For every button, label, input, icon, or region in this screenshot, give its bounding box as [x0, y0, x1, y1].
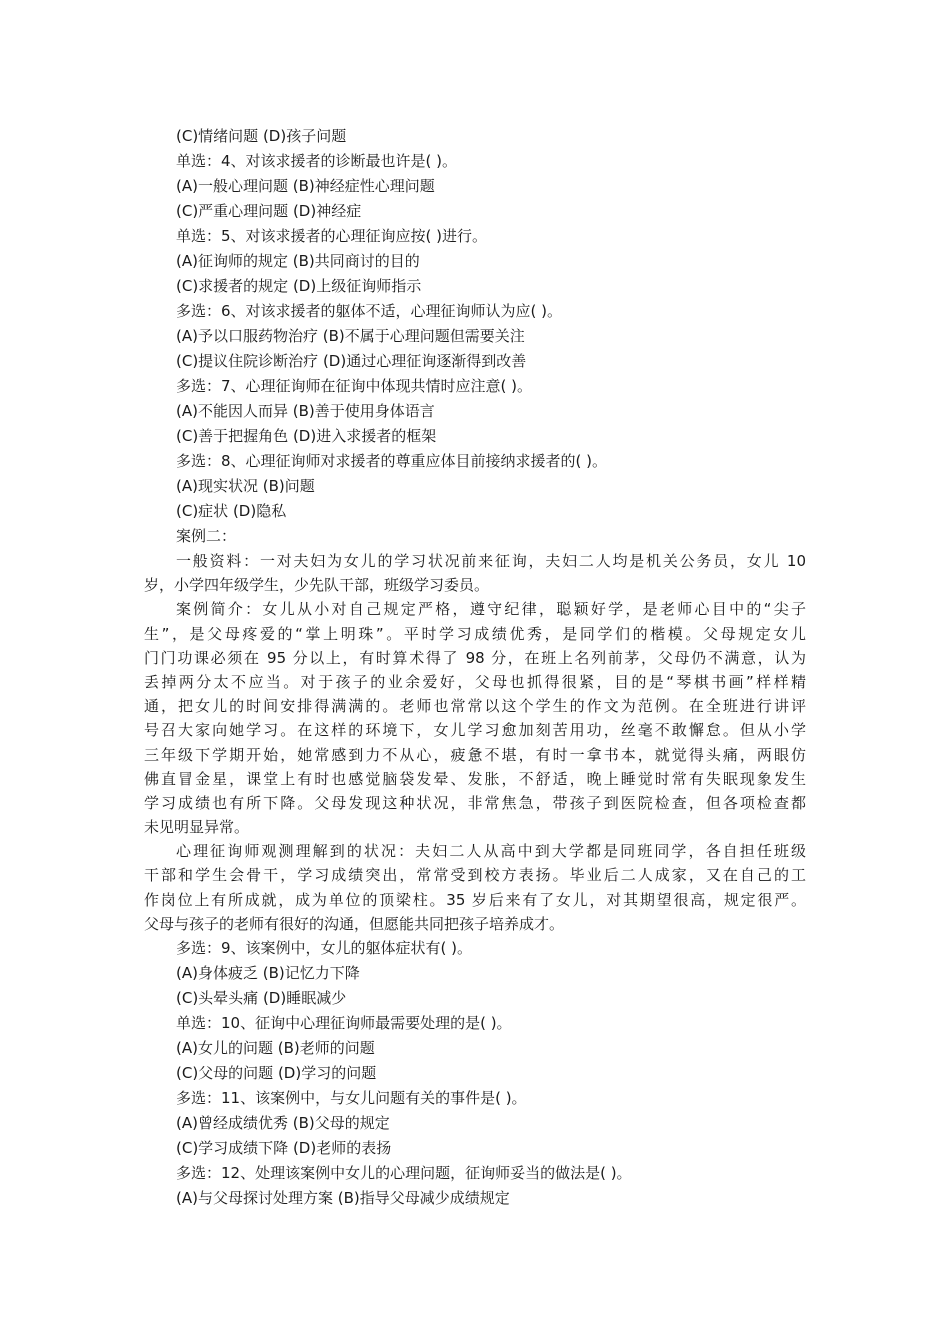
text-line: 单选：10、征询中心理征询师最需要处理的是( )。 [176, 1014, 512, 1032]
paragraph-line: 心理征询师观测理解到的状况：夫妇二人从高中到大学都是同班同学，各自担任班级 [176, 842, 806, 861]
text-line: (A)征询师的规定 (B)共同商讨的目的 [176, 252, 420, 270]
paragraph-line: 岁，小学四年级学生，少先队干部，班级学习委员。 [144, 576, 490, 595]
text-line: 多选：8、心理征询师对求援者的尊重应体目前接纳求援者的( )。 [176, 452, 608, 470]
text-line: (A)与父母探讨处理方案 (B)指导父母减少成绩规定 [176, 1189, 510, 1207]
paragraph-line: 父母与孩子的老师有很好的沟通，但愿能共同把孩子培养成才。 [144, 914, 565, 933]
text-line: (C)善于把握角色 (D)进入求援者的框架 [176, 427, 437, 445]
text-line: (A)现实状况 (B)问题 [176, 477, 315, 495]
text-line: 多选：9、该案例中，女儿的躯体症状有( )。 [176, 939, 473, 957]
text-line: (A)不能因人而异 (B)善于使用身体语言 [176, 402, 435, 420]
text-line: (A)女儿的问题 (B)老师的问题 [176, 1039, 375, 1057]
question-block-before-case2 [0, 124, 950, 549]
case2-summary-paragraph [0, 597, 806, 839]
text-line: 多选：11、该案例中，与女儿问题有关的事件是( )。 [176, 1089, 527, 1107]
paragraph-line: 作岗位上有所成就，成为单位的顶梁柱。35 岁后来有了女儿，对其期望很高，规定很严。 [144, 890, 806, 909]
case2-observation-paragraph [0, 839, 806, 936]
text-line: (C)父母的问题 (D)学习的问题 [176, 1064, 377, 1082]
text-line: 多选：6、对该求援者的躯体不适，心理征询师认为应( )。 [176, 302, 563, 320]
paragraph-line: 生”，是父母疼爱的“掌上明珠”。平时学习成绩优秀，是同学们的楷模。父母规定女儿 [144, 624, 806, 643]
text-line: (C)症状 (D)隐私 [176, 502, 287, 520]
paragraph-line: 号召大家向她学习。在这样的环境下，女儿学习愈加刻苦用功，丝毫不敢懈怠。但从小学 [144, 721, 806, 740]
paragraph-line: 门门功课必须在 95 分以上，有时算术得了 98 分，在班上名列前茅，父母仍不满意，认为 [144, 648, 806, 667]
case2-general-info-paragraph [0, 549, 806, 597]
paragraph-line: 干部和学生会骨干，学习成绩突出，常常受到校方表扬。毕业后二人成家，又在自己的工 [144, 866, 806, 885]
paragraph-line: 未见明显异常。 [144, 818, 250, 837]
text-line: 单选：4、对该求援者的诊断最也许是( )。 [176, 152, 458, 170]
text-line: (A)一般心理问题 (B)神经症性心理问题 [176, 177, 435, 195]
paragraph-line: 学习成绩也有所下降。父母发现这种状况，非常焦急，带孩子到医院检查，但各项检查都 [144, 793, 806, 812]
paragraph-line: 一般资料：一对夫妇为女儿的学习状况前来征询，夫妇二人均是机关公务员，女儿 10 [176, 552, 806, 570]
text-line: 单选：5、对该求援者的心理征询应按( )进行。 [176, 227, 488, 245]
text-line: (A)予以口服药物治疗 (B)不属于心理问题但需要关注 [176, 327, 525, 345]
text-line: (C)提议住院诊断治疗 (D)通过心理征询逐渐得到改善 [176, 352, 527, 370]
paragraph-line: 丢掉两分太不应当。对于孩子的业余爱好，父母也抓得很紧，目的是“琴棋书画”样样精 [144, 672, 806, 691]
paragraph-line: 案例简介：女儿从小对自己规定严格，遵守纪律，聪颖好学，是老师心目中的“尖子 [176, 600, 806, 619]
paragraph-line: 三年级下学期开始，她常感到力不从心，疲惫不堪，有时一拿书本，就觉得头痛，两眼仿 [144, 745, 806, 764]
question-block-after-observation [0, 936, 950, 1211]
text-line: 多选：7、心理征询师在征询中体现共情时应注意( )。 [176, 377, 533, 395]
text-line: 案例二： [176, 527, 237, 545]
text-line: (C)头晕头痛 (D)睡眠减少 [176, 989, 347, 1007]
text-line: (C)学习成绩下降 (D)老师的表扬 [176, 1139, 392, 1157]
text-line: (C)严重心理问题 (D)神经症 [176, 202, 362, 220]
paragraph-line: 通，把女儿的时间安排得满满的。老师也常常以这个学生的作文为范例。在全班进行讲评 [144, 697, 806, 716]
text-line: (C)情绪问题 (D)孩子问题 [176, 127, 347, 145]
text-line: (A)曾经成绩优秀 (B)父母的规定 [176, 1114, 390, 1132]
text-line: (A)身体疲乏 (B)记忆力下降 [176, 964, 360, 982]
text-line: (C)求援者的规定 (D)上级征询师指示 [176, 277, 422, 295]
document-content [0, 124, 950, 1211]
text-line: 多选：12、处理该案例中女儿的心理问题，征询师妥当的做法是( )。 [176, 1164, 632, 1182]
paragraph-line: 佛直冒金星，课堂上有时也感觉脑袋发晕、发胀，不舒适，晚上睡觉时常有失眠现象发生 [144, 769, 806, 788]
